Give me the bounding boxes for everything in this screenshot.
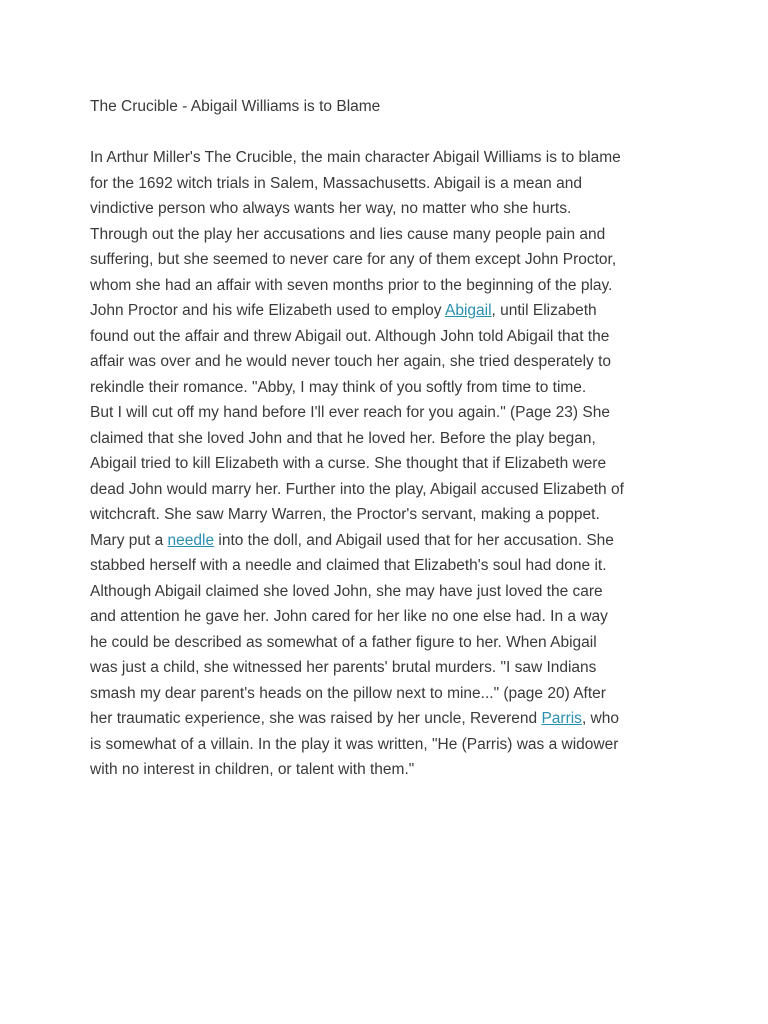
body-text-segment: Mary put a (90, 531, 168, 549)
body-line (90, 196, 690, 222)
body-text-segment: rekindle their romance. "Abby, I may think of you softly from time to time. (90, 378, 587, 396)
document-body (90, 145, 690, 783)
body-text-segment: her traumatic experience, she was raised by her uncle, Reverend (90, 710, 542, 727)
body-line (90, 630, 690, 656)
body-text-segment: In Arthur Miller's The Crucible, the main character Abigail Williams is to blame (90, 149, 621, 166)
body-text-segment: , who (581, 710, 619, 727)
body-line (90, 426, 690, 452)
inline-link-parris[interactable]: Parris (541, 710, 582, 727)
body-line (90, 145, 690, 171)
body-text-segment: Abigail tried to kill Elizabeth with a curse. She thought that if Elizabeth were (90, 455, 607, 472)
body-line (90, 553, 690, 579)
body-line (90, 375, 690, 401)
body-text-segment: stabbed herself with a needle and claimed that Elizabeth's soul had done it. (90, 557, 607, 574)
body-line (90, 681, 690, 707)
body-line (90, 477, 690, 503)
body-line (90, 349, 690, 375)
body-line (90, 502, 690, 528)
body-text-segment: John Proctor and his wife Elizabeth used to employ (90, 302, 445, 319)
body-text-segment: he could be described as somewhat of a father figure to her. When Abigail (90, 633, 597, 651)
body-text-segment: dead John would marry her. Further into the play, Abigail accused Elizabeth of (90, 480, 624, 498)
body-line (90, 757, 690, 783)
body-line (90, 732, 690, 758)
document-title: The Crucible - Abigail Williams is to Blame (90, 98, 381, 115)
body-text-segment: witchcraft. She saw Marry Warren, the Proctor's servant, making a poppet. (90, 506, 600, 523)
body-line (90, 451, 690, 477)
body-line (90, 298, 690, 324)
body-line (90, 579, 690, 605)
body-line (90, 528, 690, 554)
body-text-segment: Although Abigail claimed she loved John, she may have just loved the care (90, 582, 603, 600)
body-text-segment: , until Elizabeth (491, 302, 597, 319)
body-text-segment: claimed that she loved John and that he loved her. Before the play began, (90, 429, 596, 447)
body-text-segment: smash my dear parent's heads on the pillow next to mine..." (page 20) After (90, 684, 606, 702)
body-line (90, 604, 690, 630)
body-text-segment: Through out the play her accusations and lies cause many people pain and (90, 225, 606, 243)
body-line (90, 222, 690, 248)
body-text-segment: affair was over and he would never touch her again, she tried desperately to (90, 353, 612, 370)
body-line (90, 400, 690, 426)
body-text-segment: and attention he gave her. John cared for her like no one else had. In a way (90, 608, 608, 625)
body-text-segment: But I will cut off my hand before I'll ever reach for you again." (Page 23) She (90, 404, 610, 421)
body-text-segment: vindictive person who always wants her way, no matter who she hurts. (90, 200, 572, 217)
body-line (90, 324, 690, 350)
body-text-segment: whom she had an affair with seven months prior to the beginning of the play. (90, 276, 613, 294)
body-line (90, 706, 690, 732)
body-text-segment: was just a child, she witnessed her parents' brutal murders. "I saw Indians (90, 659, 597, 676)
body-text-segment: with no interest in children, or talent with them." (90, 761, 415, 778)
body-text-segment: for the 1692 witch trials in Salem, Massachusetts. Abigail is a mean and (90, 174, 582, 192)
body-line (90, 247, 690, 273)
body-line (90, 655, 690, 681)
body-line (90, 171, 690, 197)
body-text-segment: suffering, but she seemed to never care for any of them except John Proctor, (90, 251, 617, 268)
body-line (90, 273, 690, 299)
inline-link-abigail[interactable]: Abigail (444, 302, 492, 319)
body-text-segment: is somewhat of a villain. In the play it was written, "He (Parris) was a widower (90, 735, 619, 753)
body-text-segment: into the doll, and Abigail used that for her accusation. She (214, 531, 614, 549)
inline-link-needle[interactable]: needle (167, 531, 215, 549)
body-text-segment: found out the affair and threw Abigail out. Although John told Abigail that the (90, 327, 610, 345)
